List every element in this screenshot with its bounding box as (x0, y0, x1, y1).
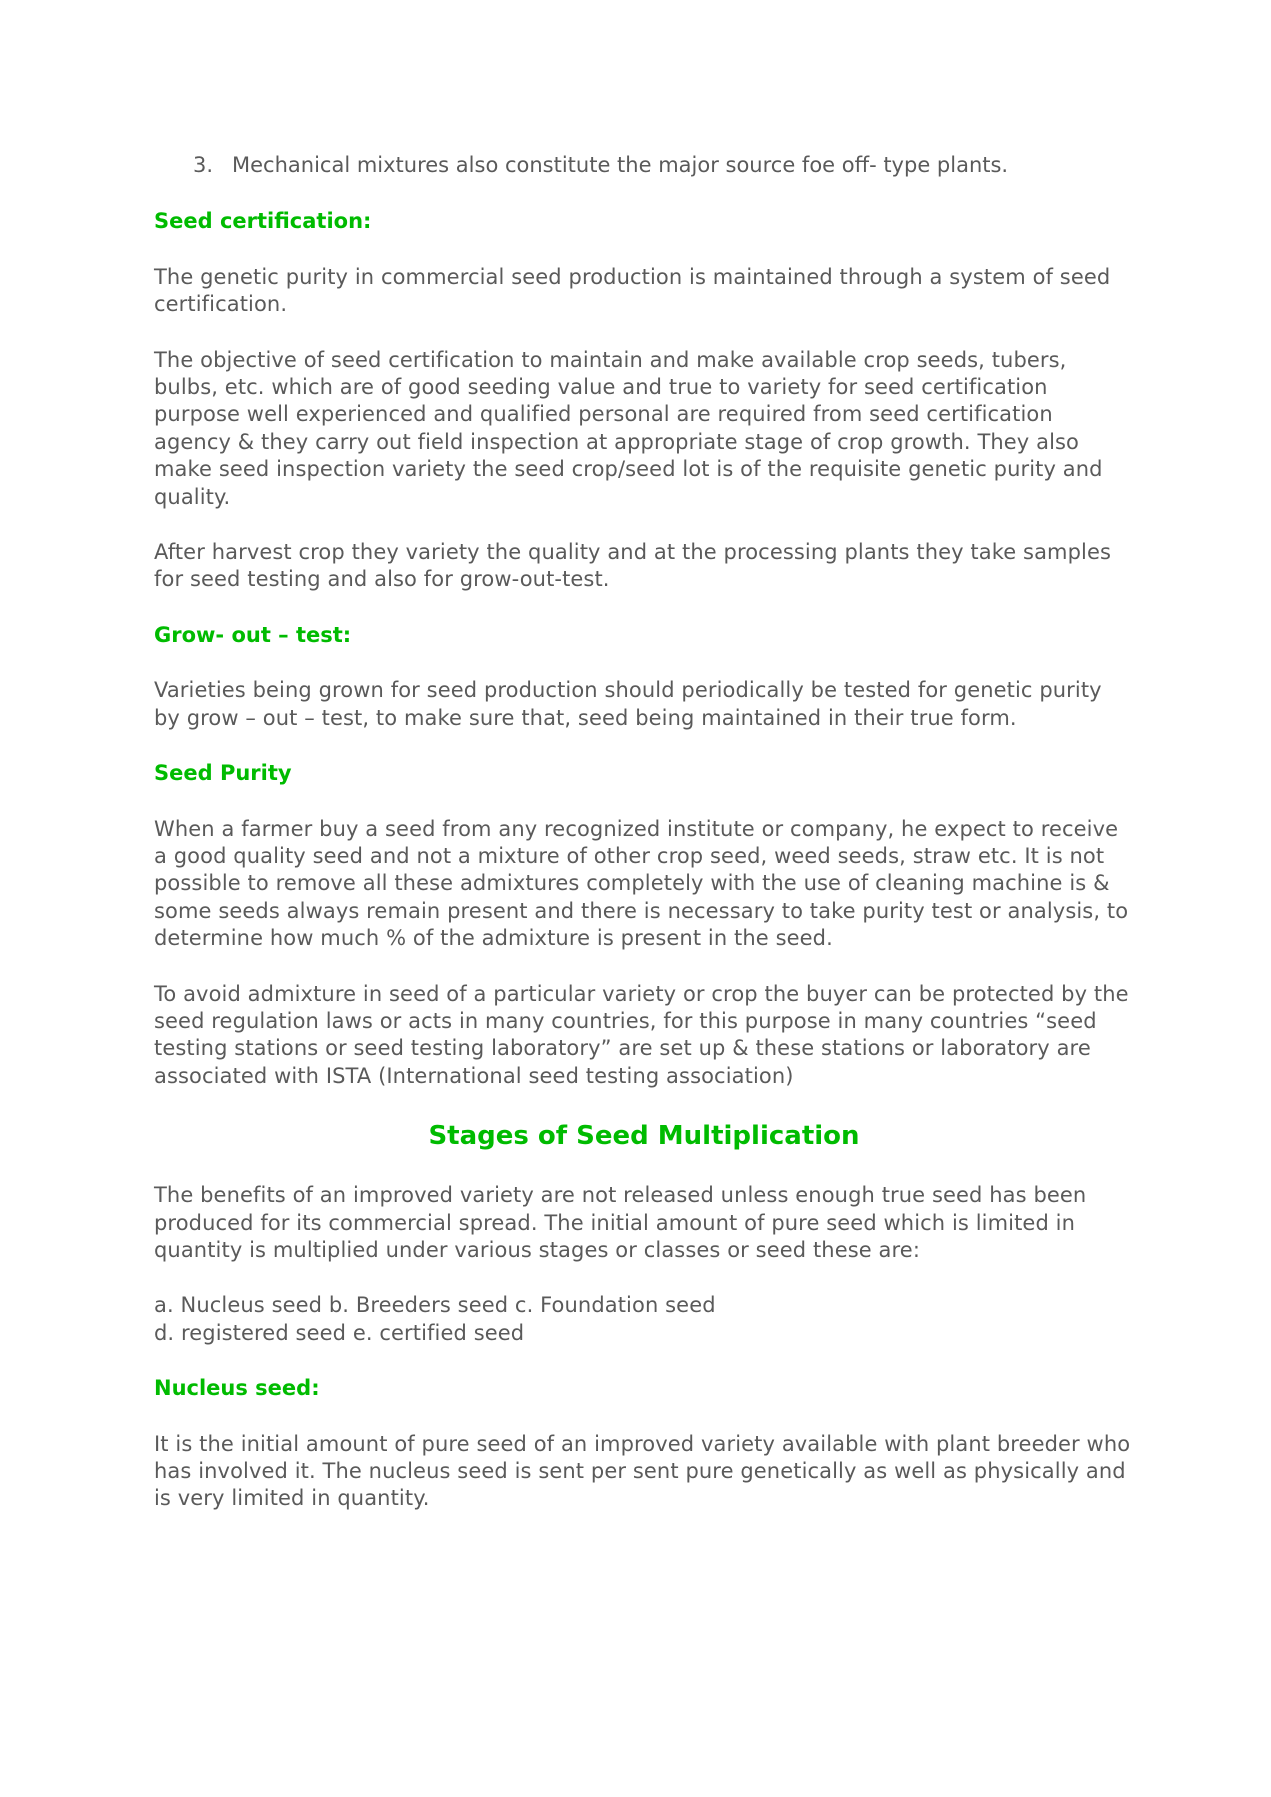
heading-nucleus-seed: Nucleus seed: (154, 1376, 320, 1401)
document-page (154, 152, 1134, 1513)
paragraph: When a farmer buy a seed from any recognized institute or company, he expect to receive a good quality seed and not a mixture of other crop seed, weed seeds, straw etc. It is not possible to remove all these admixtures completely with the use of cleaning machine is & some seeds always remain present and there is necessary to take purity test or analysis, to determine how much % of the admixture is present in the seed. (154, 816, 1129, 951)
heading-seed-purity: Seed Purity (154, 761, 292, 786)
section-title-stages: Stages of Seed Multiplication (428, 1121, 860, 1152)
list-number: 3. (193, 153, 214, 177)
list-item (154, 152, 1134, 179)
paragraph: The benefits of an improved variety are not released unless enough true seed has been produced for its commercial spread. The initial amount of pure seed which is limited in quantity is multiplied under various stages or classes or seed these are: (154, 1183, 1087, 1262)
paragraph: After harvest crop they variety the quality and at the processing plants they take samples for seed testing and also for grow-out-test. (154, 540, 1112, 592)
seed-classes-line: d. registered seed e. certified seed (154, 1320, 525, 1345)
paragraph: The genetic purity in commercial seed production is maintained through a system of seed certification. (154, 264, 1111, 317)
seed-classes-line: a. Nucleus seed b. Breeders seed c. Foundation seed (154, 1293, 716, 1318)
heading-grow-out-test: Grow- out – test: (154, 622, 352, 647)
list-text: Mechanical mixtures also constitute the major source foe off- type plants. (232, 153, 1009, 177)
paragraph: It is the initial amount of pure seed of an improved variety available with plant breeder who has involved it. The nucleus seed is sent per sent pure genetically as well as physically and is very limited in quantity. (154, 1431, 1131, 1511)
paragraph: To avoid admixture in seed of a particular variety or crop the buyer can be protected by the seed regulation laws or acts in many countries, for this purpose in many countries “seed testing stations or seed testing laboratory” are set up & these stations or laboratory are associated with ISTA (International seed testing association) (154, 981, 1129, 1088)
seed-classes-list (154, 1292, 1134, 1347)
heading-seed-certification: Seed certification: (154, 209, 372, 234)
paragraph: Varieties being grown for seed production should periodically be tested for genetic purity by grow – out – test, to make sure that, seed being maintained in their true form. (154, 678, 1102, 730)
paragraph: The objective of seed certification to maintain and make available crop seeds, tubers, bulbs, etc. which are of good seeding value and true to variety for seed certification purpose well experienced and qualified personal are required from seed certification agency & they carry out field inspection at appropriate stage of crop growth. They also make seed inspection variety the seed crop/seed lot is of the requisite genetic purity and quality. (154, 347, 1103, 509)
